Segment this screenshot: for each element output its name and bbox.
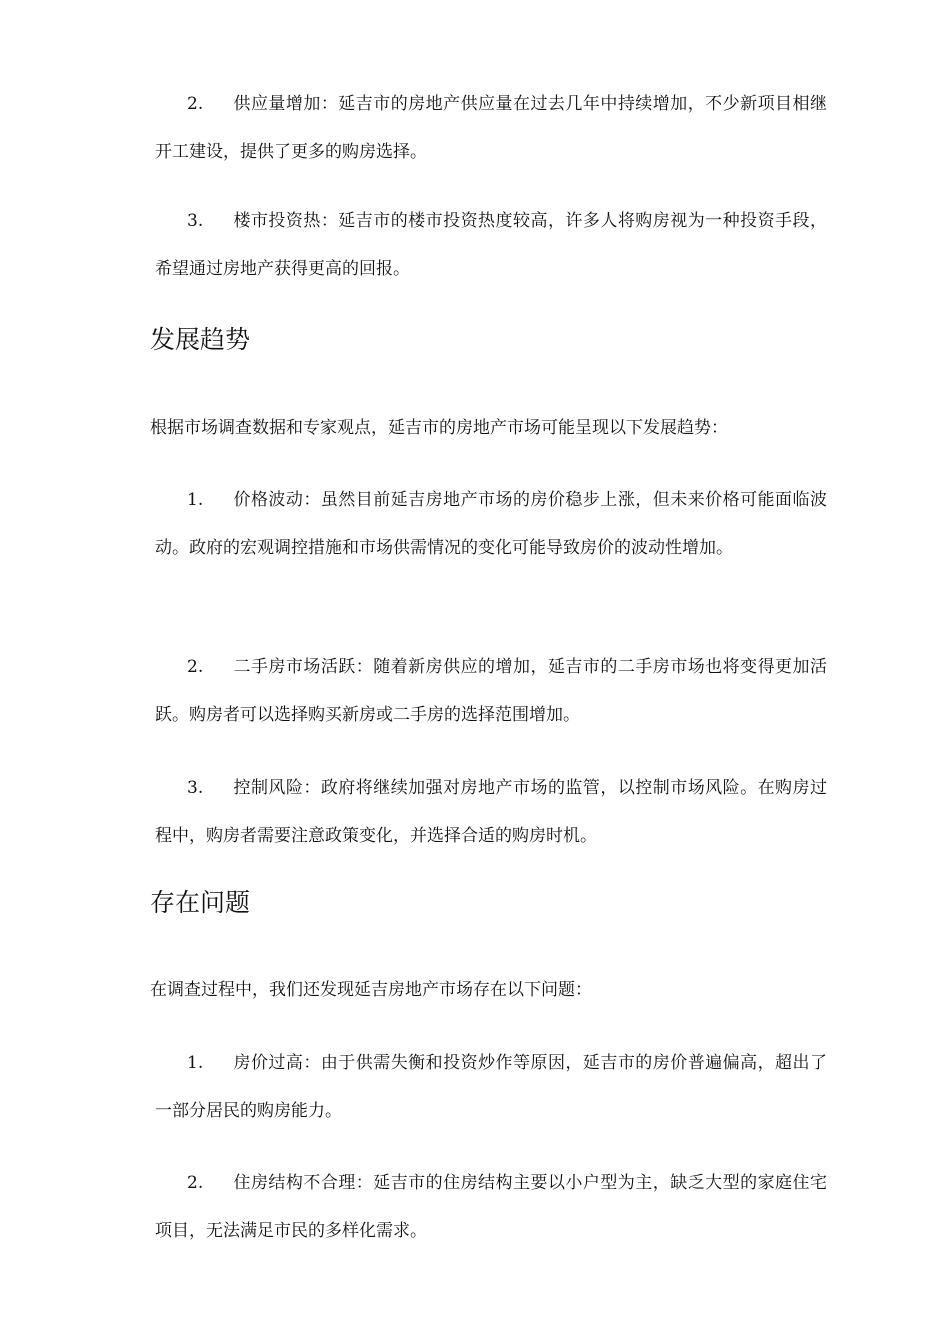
list-item-investment [155,197,827,293]
list-item-text: 楼市投资热：延吉市的楼市投资热度较高，许多人将购房视为一种投资手段，希望通过房地产获得更高的回报。 [155,211,827,279]
list-item-supply [155,80,827,176]
list-item-number: 1. [187,490,204,510]
list-item-text: 住房结构不合理：延吉市的住房结构主要以小户型为主，缺乏大型的家庭住宅项目，无法满足市民的多样化需求。 [155,1173,827,1241]
list-item-text: 价格波动：虽然目前延吉房地产市场的房价稳步上涨，但未来价格可能面临波动。政府的宏观调控措施和市场供需情况的变化可能导致房价的波动性增加。 [155,490,827,558]
problems-intro: 在调查过程中，我们还发现延吉房地产市场存在以下问题： [150,980,592,1000]
list-item-number: 2. [187,94,204,114]
list-item-high-prices [155,1039,827,1135]
section-heading-trends: 发展趋势 [150,325,251,354]
list-item-number: 2. [187,657,204,677]
list-item-housing-structure [155,1159,827,1255]
list-item-number: 3. [187,778,204,798]
list-item-number: 3. [187,211,204,231]
list-item-number: 1. [187,1053,204,1073]
list-item-second-hand-market [155,643,827,739]
list-item-text: 二手房市场活跃：随着新房供应的增加，延吉市的二手房市场也将变得更加活跃。购房者可以选择购买新房或二手房的选择范围增加。 [155,657,827,725]
trends-intro: 根据市场调查数据和专家观点，延吉市的房地产市场可能呈现以下发展趋势： [150,418,728,438]
list-item-risk-control [155,764,827,860]
list-item-number: 2. [187,1173,204,1193]
list-item-text: 控制风险：政府将继续加强对房地产市场的监管，以控制市场风险。在购房过程中，购房者需要注意政策变化，并选择合适的购房时机。 [155,778,827,846]
section-heading-problems: 存在问题 [150,888,251,917]
list-item-price-fluctuation [155,476,827,572]
list-item-text: 房价过高：由于供需失衡和投资炒作等原因，延吉市的房价普遍偏高，超出了一部分居民的购房能力。 [155,1053,827,1121]
list-item-text: 供应量增加：延吉市的房地产供应量在过去几年中持续增加，不少新项目相继开工建设，提供了更多的购房选择。 [155,94,827,162]
